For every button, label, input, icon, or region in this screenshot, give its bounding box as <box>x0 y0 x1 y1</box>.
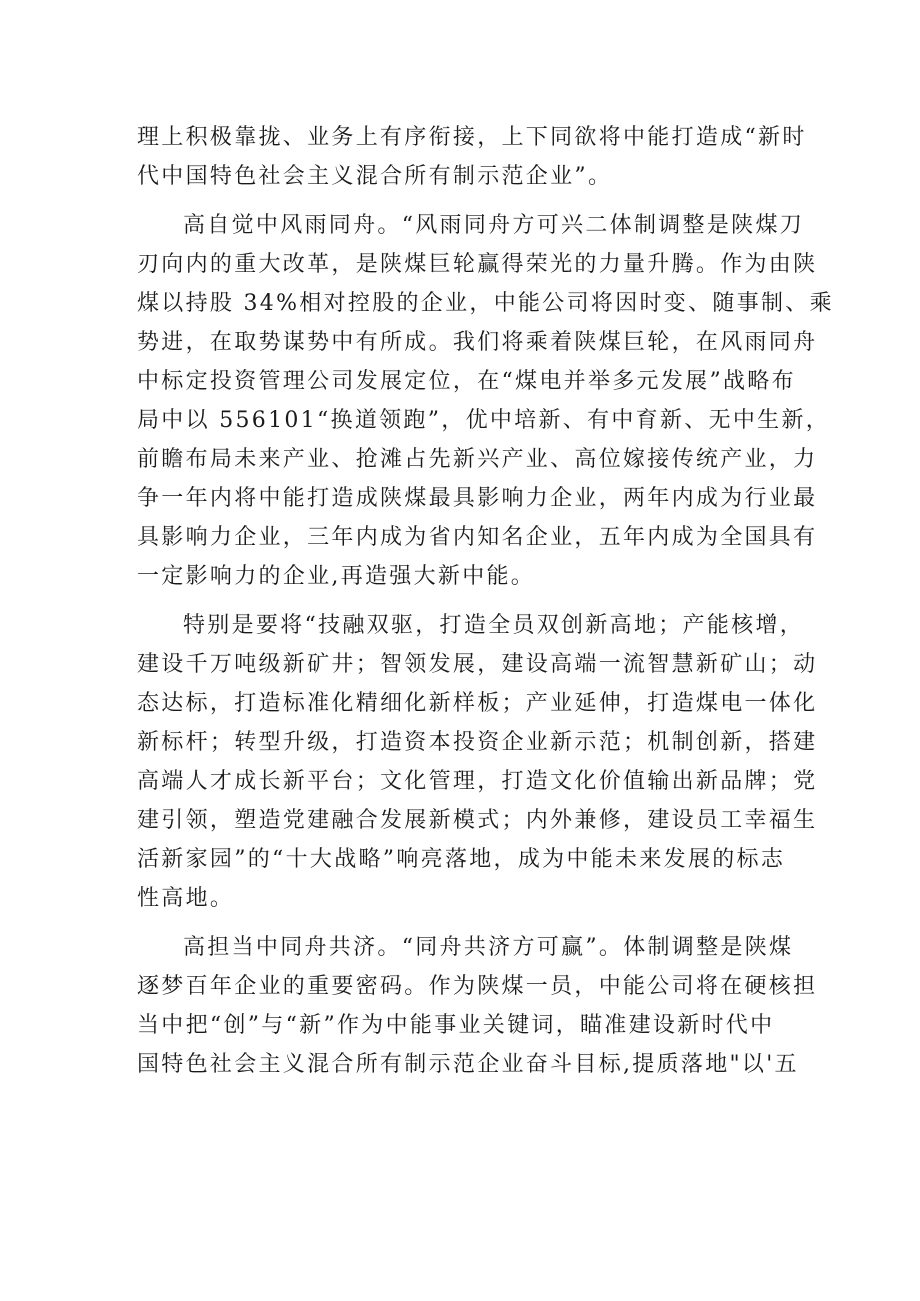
text-line: 逐梦百年企业的重要密码。作为陕煤一员，中能公司将在硬核担 <box>137 974 818 999</box>
text-line: 局中以 556101“换道领跑”，优中培新、有中育新、无中生新， <box>137 408 831 433</box>
text-line: 态达标，打造标准化精细化新样板；产业延伸，打造煤电一体化 <box>137 691 818 716</box>
text-line: 前瞻布局未来产业、抢滩占先新兴产业、高位嫁接传统产业，力 <box>137 447 818 472</box>
paragraph-start-line: 高自觉中风雨同舟。“风雨同舟方可兴二体制调整是陕煤刀 <box>183 213 805 238</box>
text-line: 势进，在取势谋势中有所成。我们将乘着陕煤巨轮，在风雨同舟 <box>137 330 818 355</box>
text-line: 争一年内将中能打造成陕煤最具影响力企业，两年内成为行业最 <box>137 486 818 511</box>
text-line: 具影响力企业，三年内成为省内知名企业，五年内成为全国具有 <box>137 525 818 550</box>
paragraph-start-line: 特别是要将“技融双驱，打造全员双创新高地；产能核增， <box>183 613 805 638</box>
text-line: 活新家园”的“十大战略”响亮落地，成为中能未来发展的标志 <box>137 847 786 872</box>
paragraph-start-line: 高担当中同舟共济。“同舟共济方可赢”。体制调整是陕煤 <box>183 935 794 960</box>
body-text <box>137 118 834 1084</box>
text-line: 煤以持股 34%相对控股的企业，中能公司将因时变、随事制、乘 <box>137 291 834 316</box>
text-line: 刃向内的重大改革，是陕煤巨轮赢得荣光的力量升腾。作为由陕 <box>137 252 818 277</box>
text-line: 国特色社会主义混合所有制示范企业奋斗目标,提质落地"以'五 <box>137 1052 799 1077</box>
text-line: 新标杆；转型升级，打造资本投资企业新示范；机制创新，搭建 <box>137 730 818 755</box>
text-line: 性高地。 <box>137 886 235 911</box>
text-line: 代中国特色社会主义混合所有制示范企业”。 <box>137 164 613 189</box>
text-line: 一定影响力的企业,再造强大新中能。 <box>137 564 536 589</box>
text-line: 中标定投资管理公司发展定位，在“煤电并举多元发展”战略布 <box>137 369 796 394</box>
text-line: 建设千万吨级新矿井；智领发展，建设高端一流智慧新矿山；动 <box>137 652 818 677</box>
text-line: 高端人才成长新平台；文化管理，打造文化价值输出新品牌；党 <box>137 769 818 794</box>
text-line: 建引领，塑造党建融合发展新模式；内外兼修，建设员工幸福生 <box>137 808 818 833</box>
text-line: 当中把“创”与“新”作为中能事业关键词，瞄准建设新时代中 <box>137 1013 775 1038</box>
text-line: 理上积极靠拢、业务上有序衔接，上下同欲将中能打造成“新时 <box>137 125 807 150</box>
